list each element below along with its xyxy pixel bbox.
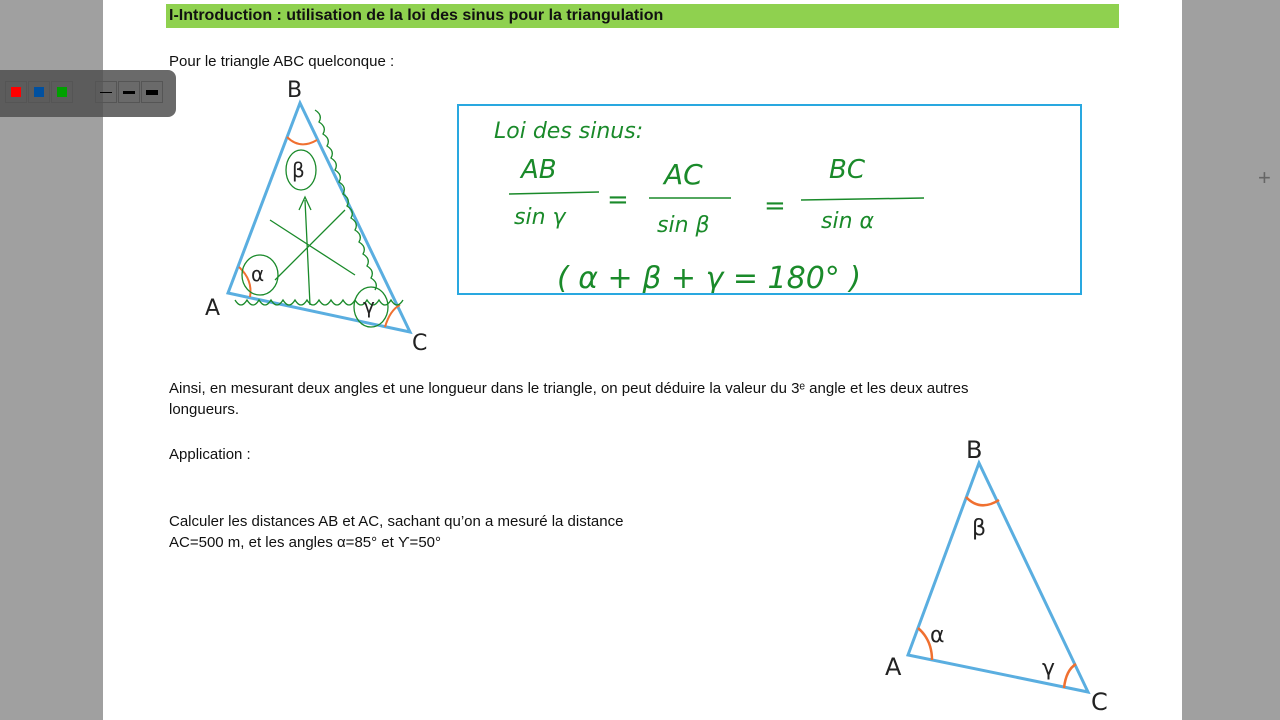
- right-margin: [1182, 0, 1280, 720]
- thin-line-icon: [100, 92, 112, 93]
- red-swatch-icon: [11, 87, 21, 97]
- section-title: I-Introduction : utilisation de la loi des sinus pour la triangulation: [166, 4, 1119, 28]
- fraction2-numerator: AC: [664, 158, 703, 191]
- pen-color-red-button[interactable]: [5, 81, 27, 103]
- beta-label: β: [292, 158, 305, 182]
- line-width-thin-button[interactable]: [95, 81, 117, 103]
- intro-text: Pour le triangle ABC quelconque :: [169, 53, 395, 70]
- green-swatch-icon: [57, 87, 67, 97]
- vertex-b-label: B: [966, 436, 983, 464]
- triangle-shape: [908, 463, 1088, 692]
- pen-color-blue-button[interactable]: [28, 81, 50, 103]
- line-width-thick-button[interactable]: [141, 81, 163, 103]
- vertex-a-label: A: [205, 296, 221, 321]
- fraction1-numerator: AB: [521, 155, 557, 185]
- beta-arc: [966, 497, 999, 505]
- alpha-label: α: [930, 623, 945, 648]
- application-heading: Application :: [169, 446, 251, 463]
- vertex-a-label: A: [885, 653, 902, 681]
- gamma-label: γ: [363, 294, 375, 318]
- blue-swatch-icon: [34, 87, 44, 97]
- gamma-arc: [1064, 664, 1076, 688]
- pen-toolbar: [0, 70, 176, 117]
- triangle-shape: [228, 103, 410, 332]
- triangle-diagram-annotated: [195, 75, 445, 360]
- vertex-c-label: C: [1091, 688, 1108, 716]
- alpha-label: α: [251, 262, 265, 286]
- alpha-arc: [239, 267, 251, 297]
- pen-color-green-button[interactable]: [51, 81, 73, 103]
- triangle-diagram-application: [880, 430, 1120, 720]
- exercise-line-2: AC=500 m, et les angles α=85° et ϒ=50°: [169, 534, 441, 551]
- angle-sum: ( α + β + γ = 180° ): [557, 261, 862, 293]
- gamma-label: γ: [1042, 656, 1056, 681]
- handwritten-formula: [459, 106, 1080, 293]
- beta-label: β: [972, 516, 987, 541]
- paragraph-line-1: Ainsi, en mesurant deux angles et une longueur dans le triangle, on peut déduire la valeur du 3ᵉ angle et les deux autres: [169, 380, 969, 397]
- exercise-line-1: Calculer les distances AB et AC, sachant qu’on a mesuré la distance: [169, 513, 624, 530]
- equals-sign-1: =: [607, 185, 629, 215]
- fraction3-denominator: sin α: [821, 209, 875, 234]
- fraction3-numerator: BC: [829, 155, 865, 185]
- line-width-medium-button[interactable]: [118, 81, 140, 103]
- equals-sign-2: =: [764, 191, 786, 221]
- formula-heading: Loi des sinus:: [494, 119, 644, 144]
- fraction2-denominator: sin β: [657, 213, 710, 238]
- beta-arc: [287, 137, 317, 144]
- crosshair-cursor-icon: +: [1258, 165, 1271, 190]
- paragraph-line-2: longueurs.: [169, 401, 240, 418]
- thick-line-icon: [146, 90, 158, 95]
- vertex-b-label: B: [287, 78, 303, 103]
- sine-law-box: [457, 104, 1082, 295]
- vertex-c-label: C: [412, 331, 428, 356]
- medium-line-icon: [123, 91, 135, 94]
- fraction1-denominator: sin γ: [514, 205, 566, 230]
